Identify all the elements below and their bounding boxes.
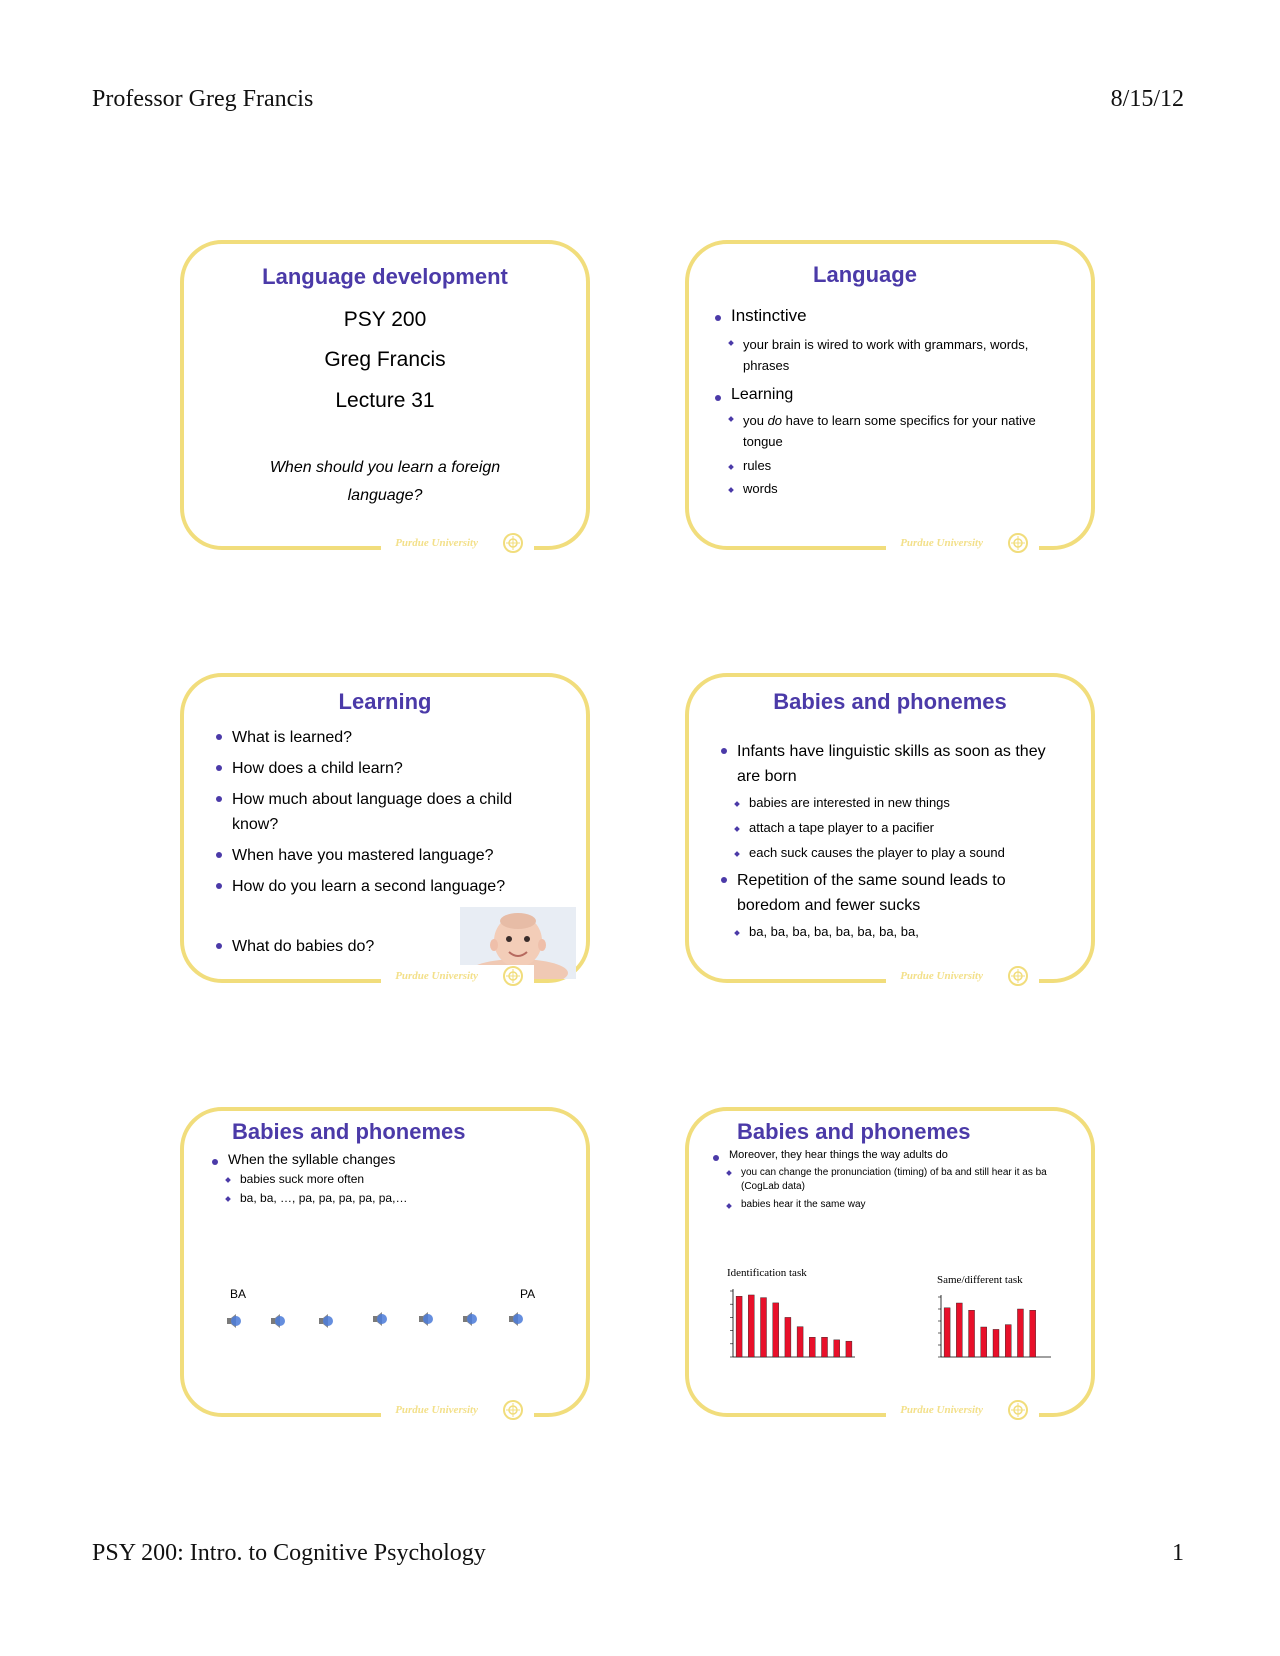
slide-title: Language development (262, 264, 508, 289)
list-item: How do you learn a second language? (214, 874, 544, 899)
slide-footer (886, 532, 1039, 554)
bar (736, 1296, 742, 1357)
slide-5 (180, 1107, 590, 1417)
purdue-seal-icon (1007, 532, 1029, 554)
purdue-watermark: Purdue University (900, 537, 983, 549)
slide-title: Language (813, 262, 917, 287)
page-number: 1 (1172, 1540, 1184, 1566)
sub-list-item: each suck causes the player to play a sound (719, 845, 1069, 860)
same-different-chart (927, 1291, 1057, 1381)
sub-list-item: babies suck more often (210, 1172, 560, 1186)
sub-text-emphasis: do (767, 413, 783, 428)
bar (993, 1329, 999, 1357)
bar (834, 1340, 840, 1357)
bar (761, 1298, 767, 1357)
page-footer-course: PSY 200: Intro. to Cognitive Psychology (92, 1540, 486, 1566)
sound-icon[interactable] (370, 1309, 390, 1334)
slide-2 (685, 240, 1095, 550)
purdue-watermark: Purdue University (900, 970, 983, 982)
sub-list-item: your brain is wired to work with grammars, words, phrases (713, 334, 1073, 376)
sub-list-item: you can change the pronunciation (timing) of ba and still hear it as ba (CogLab data) (711, 1166, 1071, 1194)
list-item: Instinctive (713, 306, 1073, 326)
slide-lecture: Lecture 31 (335, 389, 435, 412)
bar (944, 1308, 950, 1357)
list-item: Infants have linguistic skills as soon as they are born (719, 739, 1069, 789)
sub-list-item: ba, ba, …, pa, pa, pa, pa, pa,… (210, 1191, 560, 1205)
slide-footer (886, 965, 1039, 987)
bar (981, 1327, 987, 1357)
slide-footer (886, 1399, 1039, 1421)
slide-title: Learning (338, 689, 432, 714)
question-line-1: When should you learn a foreign (269, 459, 501, 476)
page-header-date: 8/15/12 (1110, 86, 1184, 112)
sub-text-post: have to learn some specifics for your native tongue (743, 413, 1036, 449)
purdue-watermark: Purdue University (900, 1404, 983, 1416)
slide-footer (381, 1399, 534, 1421)
bar (1030, 1310, 1036, 1357)
sub-text-pre: you (743, 413, 768, 428)
purdue-seal-icon (502, 1399, 524, 1421)
bullet-list (719, 739, 1069, 939)
bar (748, 1295, 754, 1357)
sub-list-item (713, 410, 1073, 452)
bullet-list (713, 306, 1073, 496)
chart-title-identification: Identification task (727, 1267, 807, 1279)
sound-icon[interactable] (224, 1311, 244, 1336)
list-item: Repetition of the same sound leads to boredom and fewer sucks (719, 868, 1069, 918)
identification-chart (719, 1285, 859, 1375)
sound-icon[interactable] (460, 1309, 480, 1334)
bar (1017, 1309, 1023, 1357)
sound-icon[interactable] (506, 1309, 526, 1334)
sub-list-item: babies are interested in new things (719, 795, 1069, 810)
bullet-list (711, 1149, 1071, 1210)
purdue-watermark: Purdue University (395, 1404, 478, 1416)
slide-4 (685, 673, 1095, 983)
sound-icon[interactable] (416, 1309, 436, 1334)
list-item: When have you mastered language? (214, 843, 544, 868)
chart-title-same-different: Same/different task (937, 1274, 1023, 1286)
list-item: How much about language does a child know? (214, 787, 544, 837)
slide-title: Babies and phonemes (737, 1119, 971, 1144)
list-item: When the syllable changes (210, 1151, 560, 1167)
question-line-2: language? (347, 487, 423, 504)
bar (822, 1337, 828, 1357)
slide-question (184, 454, 586, 510)
sub-list-item: words (713, 481, 1073, 496)
list-item: Moreover, they hear things the way adults do (711, 1149, 1071, 1161)
slide-1 (180, 240, 590, 550)
bar (773, 1303, 779, 1357)
sound-icon[interactable] (268, 1311, 288, 1336)
bar (809, 1337, 815, 1357)
bar (797, 1327, 803, 1357)
list-item: Learning (713, 386, 1073, 404)
list-item: What is learned? (214, 725, 544, 750)
bar (785, 1317, 791, 1357)
purdue-watermark: Purdue University (395, 537, 478, 549)
bar (1005, 1325, 1011, 1357)
slide-3 (180, 673, 590, 983)
bar (969, 1310, 975, 1357)
purdue-watermark: Purdue University (395, 970, 478, 982)
purdue-seal-icon (1007, 965, 1029, 987)
bullet-list (210, 1151, 560, 1205)
slide-title: Babies and phonemes (232, 1119, 466, 1144)
sub-list-item: rules (713, 458, 1073, 473)
bar (846, 1341, 852, 1357)
slide-course: PSY 200 (343, 308, 427, 331)
slide-title: Babies and phonemes (773, 689, 1007, 714)
sub-list-item: attach a tape player to a pacifier (719, 820, 1069, 835)
pa-label: PA (520, 1287, 536, 1301)
list-item: What do babies do? (214, 934, 544, 959)
slide-footer (381, 532, 534, 554)
sub-list-item: ba, ba, ba, ba, ba, ba, ba, ba, (719, 924, 1069, 939)
sound-icon[interactable] (316, 1311, 336, 1336)
slide-6 (685, 1107, 1095, 1417)
list-item: How does a child learn? (214, 756, 544, 781)
bar (956, 1303, 962, 1357)
ba-label: BA (230, 1287, 247, 1301)
slide-author: Greg Francis (324, 348, 446, 371)
purdue-seal-icon (502, 965, 524, 987)
purdue-seal-icon (1007, 1399, 1029, 1421)
slide-footer (381, 965, 534, 987)
page-header-left: Professor Greg Francis (92, 86, 314, 112)
purdue-seal-icon (502, 532, 524, 554)
sub-list-item: babies hear it the same way (711, 1199, 1071, 1210)
